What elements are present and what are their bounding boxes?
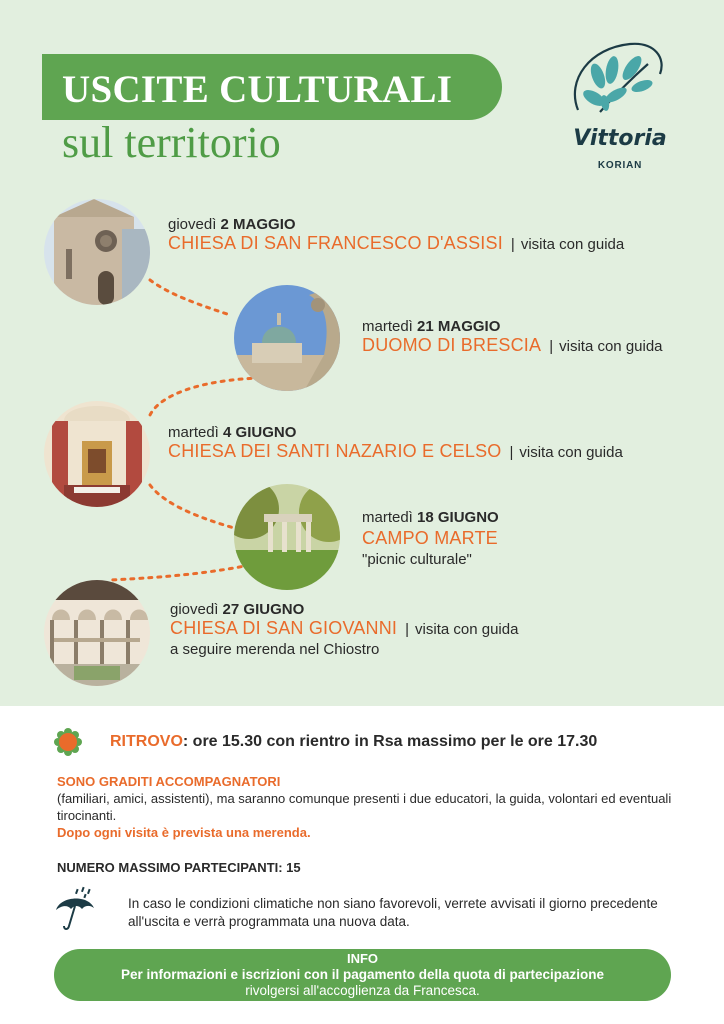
weather-note: In caso le condizioni climatiche non siano favorevoli, verrete avvisati il giorno precedente all'uscita e verrà programmata una nuova data. [128,896,658,929]
event-note: "picnic culturale" [362,551,472,568]
meeting-label: RITROVO [110,733,183,750]
church-interior-photo [44,401,150,507]
logo-name: Vittoria [573,126,667,151]
park-temple-photo [234,484,340,590]
event-item [170,601,518,658]
event-date: 18 GIUGNO [417,509,499,526]
merenda-note: Dopo ogni visita è prevista una merenda. [57,825,311,840]
event-weekday: martedì [362,318,413,335]
event-weekday: giovedì [168,216,217,233]
event-extra: a seguire merenda nel Chiostro [170,641,380,658]
separator: | [549,338,554,355]
page-title: USCITE CULTURALI [62,68,453,111]
event-item [362,509,499,568]
event-date: 2 MAGGIO [220,216,296,233]
event-weekday: martedì [362,509,413,526]
event-date: 21 MAGGIO [417,318,501,335]
event-note: visita con guida [520,236,625,253]
event-date: 27 GIUGNO [222,601,305,618]
logo-subtitle: KORIAN [597,160,643,171]
event-weekday: martedì [168,424,219,441]
event-note: visita con guida [519,444,623,461]
meeting-info [110,733,597,751]
event-item [168,216,624,254]
cathedral-dome-photo [234,285,340,391]
event-note: visita con guida [415,621,519,638]
info-line1: Per informazioni e iscrizioni con il pagamento della quota di partecipazione [120,967,605,982]
page-subtitle: sul territorio [62,118,281,167]
umbrella-rain-icon [54,886,98,934]
event-note: visita con guida [559,338,663,355]
separator: | [509,444,514,461]
info-line2: rivolgersi all'accoglienza da Francesca. [245,983,480,998]
info-title: INFO [346,951,379,966]
meeting-text: : ore 15.30 con rientro in Rsa massimo per le ore 17.30 [182,733,598,750]
event-date: 4 GIUGNO [223,424,297,441]
event-place: CHIESA DEI SANTI NAZARIO E CELSO [168,441,502,461]
church-facade-photo [44,199,150,305]
companions-heading: SONO GRADITI ACCOMPAGNATORI [57,774,281,789]
max-participants: NUMERO MASSIMO PARTECIPANTI: 15 [57,860,301,875]
event-item [362,318,663,356]
companions-section [57,773,687,841]
event-place: CAMPO MARTE [362,528,498,548]
separator: | [405,621,410,638]
event-place: DUOMO DI BRESCIA [362,335,542,355]
separator: | [510,236,515,253]
event-place: CHIESA DI SAN FRANCESCO D'ASSISI [168,233,503,253]
flower-icon [54,728,82,756]
event-weekday: giovedì [170,601,219,618]
cloister-photo [44,580,150,686]
event-item [168,424,623,462]
info-banner [54,949,671,1001]
companions-body: (familiari, amici, assistenti), ma saranno comunque presenti i due educatori, la guida, volontari ed eventuali tirocinanti. [57,791,672,823]
event-place: CHIESA DI SAN GIOVANNI [170,618,398,638]
